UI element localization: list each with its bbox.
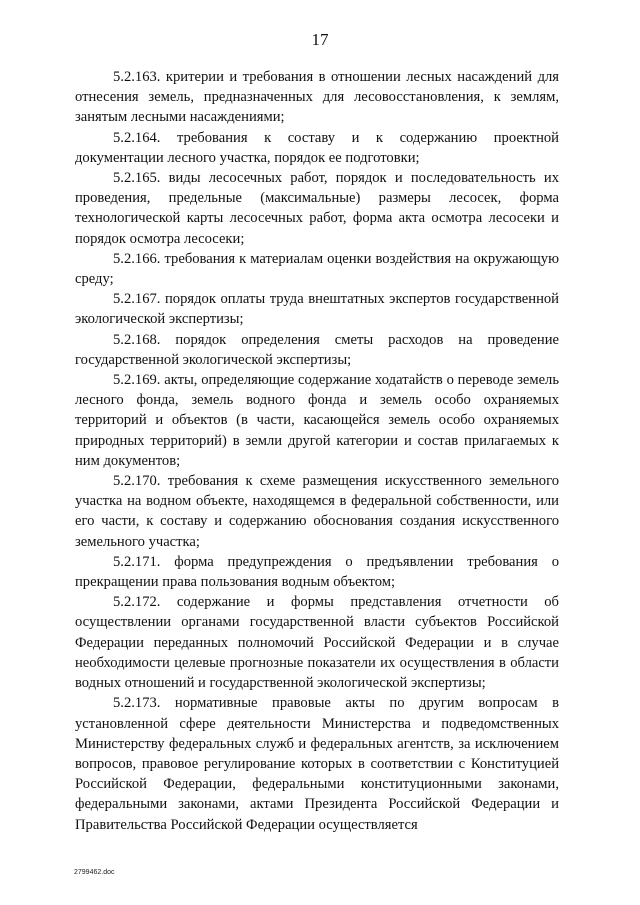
paragraph-5-2-172: 5.2.172. содержание и формы представления отчетности об осуществлении органами государственной власти субъектов Российской Федерации переданных полномочий Российской Федерации и в случае необходимости целевые прогнозные показатели их осуществления в области водных отношений и государственной экологической экспертизы; xyxy=(75,594,559,692)
document-body xyxy=(75,67,559,835)
page-number: 17 xyxy=(311,30,329,49)
paragraph-5-2-173: 5.2.173. нормативные правовые акты по другим вопросам в установленной сфере деятельности Министерства и подведомственных Министерству федеральных служб и федеральных агентств, за исключением вопросов, правовое регулирование которых в соответствии с Конституцией Российской Федерации, федеральными конституционными законами, федеральными законами, актами Президента Российской Федерации и Правительства Российской Федерации осуществляется xyxy=(75,695,559,833)
paragraph-5-2-165: 5.2.165. виды лесосечных работ, порядок и последовательность их проведения, предельные (максимальные) размеры лесосек, форма технологической карты лесосечных работ, форма акта осмотра лесосеки и порядок осмотра лесосеки; xyxy=(75,170,559,247)
paragraph-5-2-167: 5.2.167. порядок оплаты труда внештатных экспертов государственной экологической экспертизы; xyxy=(75,291,559,328)
paragraph-5-2-163: 5.2.163. критерии и требования в отношении лесных насаждений для отнесения земель, предназначенных для лесовосстановления, к землям, занятым лесными насаждениями; xyxy=(75,69,559,126)
footer-file-name: 2799462.doc xyxy=(74,869,115,876)
paragraph-5-2-168: 5.2.168. порядок определения сметы расходов на проведение государственной экологической экспертизы; xyxy=(75,331,559,368)
paragraph-5-2-169: 5.2.169. акты, определяющие содержание ходатайств о переводе земель лесного фонда, земель водного фонда и земель особо охраняемых территорий и объектов (в части, касающейся земель особо охраняемых природных территорий) в земли другой категории и состав прилагаемых к ним документов; xyxy=(75,372,559,469)
paragraph-5-2-171: 5.2.171. форма предупреждения о предъявлении требования о прекращении права пользования водным объектом; xyxy=(75,553,559,591)
paragraph-5-2-170: 5.2.170. требования к схеме размещения искусственного земельного участка на водном объекте, находящемся в федеральной собственности, или его части, к составу и содержанию обоснования создания искусственного земельного участка; xyxy=(75,473,559,550)
paragraph-5-2-164: 5.2.164. требования к составу и к содержанию проектной документации лесного участка, порядок ее подготовки; xyxy=(75,129,559,166)
paragraph-5-2-166: 5.2.166. требования к материалам оценки воздействия на окружающую среду; xyxy=(75,250,559,288)
